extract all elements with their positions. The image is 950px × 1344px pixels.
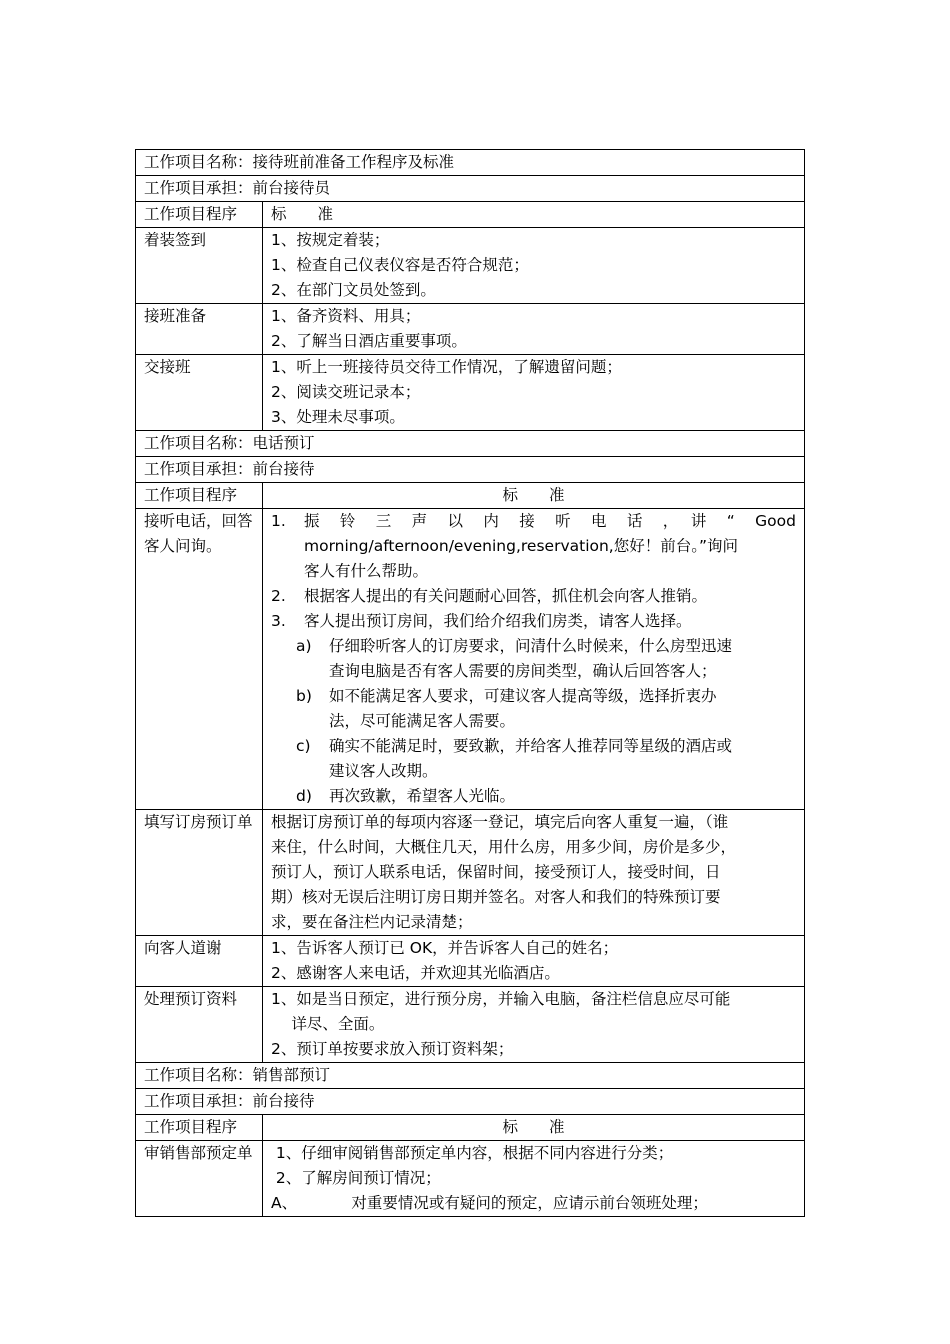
program-cell: 接班准备 bbox=[136, 304, 263, 355]
standard-cell bbox=[263, 936, 805, 987]
section-title: 工作项目名称：电话预订 bbox=[136, 431, 805, 457]
table-row bbox=[136, 936, 805, 987]
header-program: 工作项目程序 bbox=[136, 1115, 263, 1141]
header-row bbox=[136, 1115, 805, 1141]
program-cell: 填写订房预订单 bbox=[136, 810, 263, 936]
list-number: 1. bbox=[271, 512, 286, 530]
list-letter: b) bbox=[296, 687, 312, 705]
section-title-row bbox=[136, 150, 805, 176]
standard-line: 2、感谢客人来电话，并欢迎其光临酒店。 bbox=[271, 964, 560, 982]
program-cell: 交接班 bbox=[136, 355, 263, 431]
section-owner-row bbox=[136, 1089, 805, 1115]
list-item bbox=[271, 609, 796, 634]
list-text: 客人提出预订房间，我们给介绍我们房类，请客人选择。 bbox=[304, 612, 692, 630]
list-item bbox=[271, 584, 796, 609]
standard-cell bbox=[263, 1141, 805, 1217]
list-letter: d) bbox=[296, 787, 312, 805]
table-row bbox=[136, 228, 805, 304]
section-owner: 工作项目承担：前台接待 bbox=[136, 1089, 805, 1115]
list-number: 2. bbox=[271, 587, 286, 605]
list-text: 根据客人提出的有关问题耐心回答，抓住机会向客人推销。 bbox=[304, 587, 708, 605]
table-row bbox=[136, 987, 805, 1063]
list-text: 如不能满足客人要求，可建议客人提高等级，选择折衷办 bbox=[329, 687, 717, 705]
standard-line: 1、检查自己仪表仪容是否符合规范； bbox=[271, 256, 529, 274]
table-row bbox=[136, 509, 805, 810]
sub-list-item bbox=[271, 684, 796, 734]
standard-line: 3、处理未尽事项。 bbox=[271, 408, 405, 426]
standard-line: 预订人，预订人联系电话，保留时间，接受预订人，接受时间，日 bbox=[271, 863, 721, 881]
section-owner: 工作项目承担：前台接待 bbox=[136, 457, 805, 483]
standard-cell bbox=[263, 509, 805, 810]
list-text: 查询电脑是否有客人需要的房间类型，确认后回答客人； bbox=[329, 662, 717, 680]
standard-line: 期）核对无误后注明订房日期并签名。对客人和我们的特殊预订要 bbox=[271, 888, 721, 906]
list-text: 客人有什么帮助。 bbox=[304, 562, 429, 580]
table-row bbox=[136, 810, 805, 936]
section-owner-row bbox=[136, 457, 805, 483]
sub-list-item bbox=[271, 634, 796, 684]
standard-cell bbox=[263, 355, 805, 431]
program-cell: 处理预订资料 bbox=[136, 987, 263, 1063]
table-row bbox=[136, 355, 805, 431]
standard-cell bbox=[263, 304, 805, 355]
work-procedure-table bbox=[135, 149, 805, 1217]
list-text: 建议客人改期。 bbox=[329, 762, 438, 780]
section-owner-row bbox=[136, 176, 805, 202]
header-standard: 标 准 bbox=[263, 202, 805, 228]
program-cell: 接听电话，回答客人问询。 bbox=[136, 509, 263, 810]
list-text: 仔细聆听客人的订房要求，问清什么时候来，什么房型迅速 bbox=[329, 637, 733, 655]
standard-cell bbox=[263, 987, 805, 1063]
header-program: 工作项目程序 bbox=[136, 483, 263, 509]
section-title-row bbox=[136, 431, 805, 457]
standard-line: 来住，什么时间，大概住几天，用什么房，用多少间，房价是多少， bbox=[271, 838, 737, 856]
standard-line: 2、在部门文员处签到。 bbox=[271, 281, 436, 299]
table-row bbox=[136, 304, 805, 355]
standard-line: 1、按规定着装； bbox=[271, 231, 390, 249]
section-title-row bbox=[136, 1063, 805, 1089]
program-cell: 审销售部预定单 bbox=[136, 1141, 263, 1217]
standard-line: 根据订房预订单的每项内容逐一登记，填完后向客人重复一遍，（谁 bbox=[271, 813, 729, 831]
standard-line: 详尽、全面。 bbox=[271, 1015, 385, 1033]
standard-line: 2、阅读交班记录本； bbox=[271, 383, 421, 401]
list-text: 振 铃 三 声 以 内 接 听 电 话 ， 讲 “ Good bbox=[304, 512, 796, 530]
header-standard: 标 准 bbox=[263, 1115, 805, 1141]
standard-line: 1、如是当日预定，进行预分房，并输入电脑，备注栏信息应尽可能 bbox=[271, 990, 731, 1008]
standard-line: 1、备齐资料、用具； bbox=[271, 307, 421, 325]
list-text: 确实不能满足时，要致歉，并给客人推荐同等星级的酒店或 bbox=[329, 737, 733, 755]
program-cell: 向客人道谢 bbox=[136, 936, 263, 987]
list-text: 再次致歉，希望客人光临。 bbox=[329, 787, 516, 805]
standard-line: A、 对重要情况或有疑问的预定，应请示前台领班处理； bbox=[271, 1194, 708, 1212]
standard-line: 1、告诉客人预订已 OK，并告诉客人自己的姓名； bbox=[271, 939, 619, 957]
sub-list-item bbox=[271, 784, 796, 809]
standard-line: 2、预订单按要求放入预订资料架； bbox=[271, 1040, 514, 1058]
standard-line: 求，要在备注栏内记录清楚； bbox=[271, 913, 473, 931]
standard-line: 2、了解当日酒店重要事项。 bbox=[271, 332, 467, 350]
section-title: 工作项目名称：接待班前准备工作程序及标准 bbox=[136, 150, 805, 176]
header-row bbox=[136, 483, 805, 509]
program-cell: 着装签到 bbox=[136, 228, 263, 304]
list-text: 法，尽可能满足客人需要。 bbox=[329, 712, 516, 730]
standard-line: 1、仔细审阅销售部预定单内容，根据不同内容进行分类； bbox=[271, 1144, 674, 1162]
standard-line: 2、了解房间预订情况； bbox=[271, 1169, 441, 1187]
table-row bbox=[136, 1141, 805, 1217]
list-number: 3. bbox=[271, 612, 286, 630]
standard-cell bbox=[263, 810, 805, 936]
header-standard: 标 准 bbox=[263, 483, 805, 509]
list-item bbox=[271, 509, 796, 584]
section-title: 工作项目名称：销售部预订 bbox=[136, 1063, 805, 1089]
section-owner: 工作项目承担：前台接待员 bbox=[136, 176, 805, 202]
list-letter: c) bbox=[296, 737, 311, 755]
list-letter: a) bbox=[296, 637, 312, 655]
list-text: morning/afternoon/evening,reservation,您好！前台。”询问 bbox=[304, 537, 739, 555]
header-program: 工作项目程序 bbox=[136, 202, 263, 228]
standard-line: 1、听上一班接待员交待工作情况，了解遗留问题； bbox=[271, 358, 622, 376]
sub-list-item bbox=[271, 734, 796, 784]
standard-cell bbox=[263, 228, 805, 304]
header-row bbox=[136, 202, 805, 228]
